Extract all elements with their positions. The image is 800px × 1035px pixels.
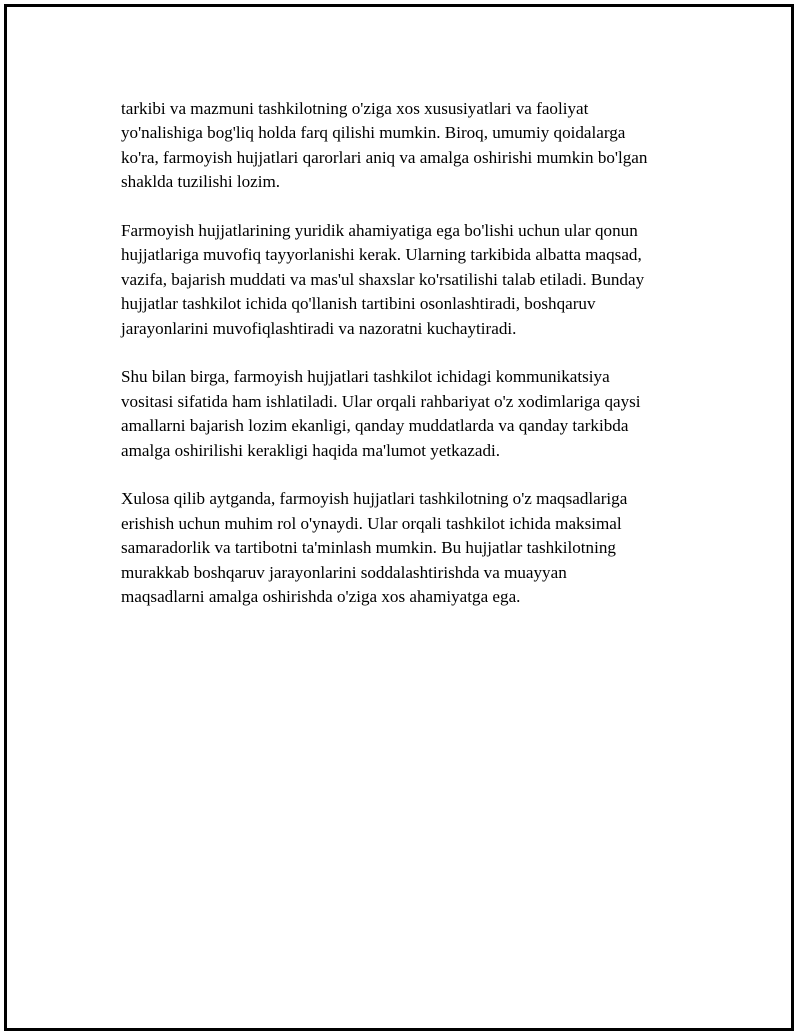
paragraph-line: hujjatlariga muvofiq tayyorlanishi kerak. Ularning tarkibida albatta maqsad, xyxy=(121,245,642,265)
paragraph-line: jarayonlarini muvofiqlashtiradi va nazoratni kuchaytiradi. xyxy=(121,318,517,338)
paragraph-line: erishish uchun muhim rol o'ynaydi. Ular orqali tashkilot ichida maksimal xyxy=(121,513,622,533)
paragraph-line: vositasi sifatida ham ishlatiladi. Ular orqali rahbariyat o'z xodimlariga qaysi xyxy=(121,391,641,411)
paragraph-line: vazifa, bajarish muddati va mas'ul shaxslar ko'rsatilishi talab etiladi. Bunday xyxy=(121,269,645,289)
paragraph-line: Farmoyish hujjatlarining yuridik ahamiyatiga ega bo'lishi uchun ular qonun xyxy=(121,221,638,241)
paragraph-line: amalga oshirilishi kerakligi haqida ma'lumot yetkazadi. xyxy=(121,440,501,460)
paragraph-line: tarkibi va mazmuni tashkilotning o'ziga xos xususiyatlari va faoliyat xyxy=(121,99,589,118)
paragraph-line: shaklda tuzilishi lozim. xyxy=(121,172,281,192)
paragraph-4 xyxy=(121,487,701,609)
paragraph-line: Xulosa qilib aytganda, farmoyish hujjatlari tashkilotning o'z maqsadlariga xyxy=(121,489,628,509)
paragraph-line: Shu bilan birga, farmoyish hujjatlari tashkilot ichidagi kommunikatsiya xyxy=(121,367,610,387)
paragraph-line: amallarni bajarish lozim ekanligi, qanday muddatlarda va qanday tarkibda xyxy=(121,416,629,436)
paragraph-3 xyxy=(121,365,701,463)
paragraph-1 xyxy=(121,97,701,195)
paragraph-line: hujjatlar tashkilot ichida qo'llanish tartibini osonlashtiradi, boshqaruv xyxy=(121,294,596,314)
paragraph-line: yo'nalishiga bog'liq holda farq qilishi mumkin. Biroq, umumiy qoidalarga xyxy=(121,123,626,143)
paragraph-line: maqsadlarni amalga oshirishda o'ziga xos ahamiyatga ega. xyxy=(121,587,521,607)
page-frame xyxy=(4,4,794,1031)
paragraph-2 xyxy=(121,219,701,341)
paragraph-line: samaradorlik va tartibotni ta'minlash mumkin. Bu hujjatlar tashkilotning xyxy=(121,538,616,558)
paragraph-line: murakkab boshqaruv jarayonlarini soddalashtirishda va muayyan xyxy=(121,562,567,582)
paragraph-line: ko'ra, farmoyish hujjatlari qarorlari aniq va amalga oshirishi mumkin bo'lgan xyxy=(121,147,648,167)
page-content xyxy=(121,97,701,634)
